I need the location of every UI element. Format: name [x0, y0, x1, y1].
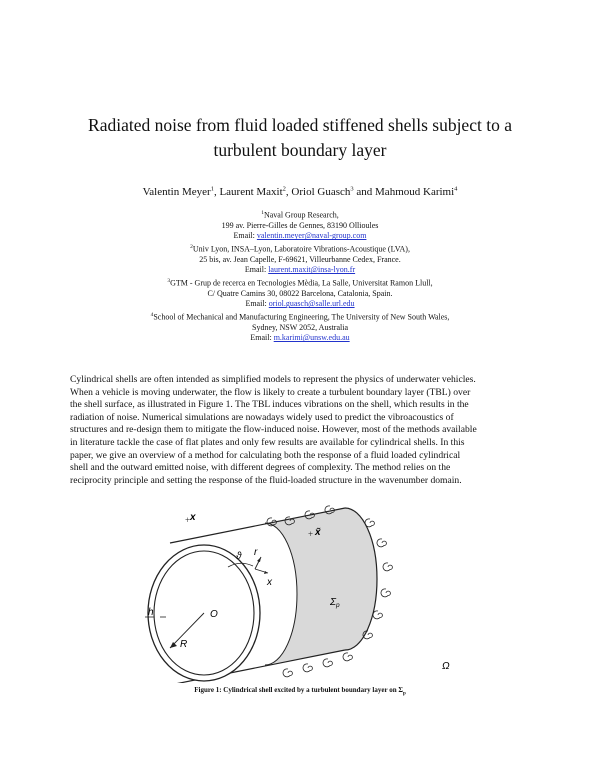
cylinder-figure [130, 505, 470, 683]
surface-label: $\Sigma_p$ [330, 597, 340, 609]
abstract-line: structures and re-design them to mitigate the flow-induced noise. However, most of the methods available [70, 424, 477, 436]
author: Mahmoud Karimi$^4$ [375, 185, 458, 198]
fluid-domain-label: Ω [442, 661, 450, 672]
email-link[interactable]: m.karimi@unsw.edu.au [273, 333, 350, 343]
figure-caption: Figure 1: Cylindrical shell excited by a turbulent boundary layer on $\Sigma_p$ [194, 686, 406, 697]
affiliation-list [60, 208, 540, 344]
affiliation: $^4$School of Mechanical and Manufacturing Engineering, The University of New South Wales, Sydney, NSW 2052, Australia Email: m.karimi@unsw.edu.au [150, 311, 450, 343]
observation-point-label: x [190, 512, 196, 523]
email-link[interactable]: laurent.maxit@insa-lyon.fr [268, 265, 356, 275]
abstract-line: shell and the outward emitted noise, with different degrees of complexity. The method relies on the [70, 462, 451, 474]
author: Oriol Guasch$^3$ and [291, 185, 376, 198]
x-axis-label: x [267, 577, 272, 588]
r-label: r [254, 547, 258, 558]
abstract-line: paper, we give an overview of a method for calculating both the response of a fluid loaded cylindrical [70, 449, 461, 461]
affiliation: $^1$Naval Group Research, 199 av. Pierre-Gilles de Gennes, 83190 Ollioules Email: valentin.meyer@naval-group.com [221, 210, 379, 241]
title-line-1: Radiated noise from fluid loaded stiffened shells subject to a [88, 115, 512, 135]
abstract-line: in literature tackle the case of flat plates and only few results are available for cylindrical shells. In this [70, 436, 465, 448]
abstract-line: the shell surface, as illustrated in Figure 1. The TBL induces vibrations on the shell, which results in the [70, 399, 469, 411]
theta-label: ϑ [236, 551, 242, 562]
center-label: O [210, 609, 218, 620]
affiliation: $^2$Univ Lyon, INSA–Lyon, Laboratoire Vibrations-Acoustique (LVA), 25 bis, av. Jean Capelle, F-69621, Villeurbanne Cedex, France. Email: laurent.maxit@insa-lyon.fr [190, 243, 410, 275]
radius-label: R [180, 639, 188, 650]
source-point-marker: + [308, 529, 314, 539]
author-list [40, 182, 560, 199]
affiliation: $^3$GTM - Grup de recerca en Tecnologies Mèdia, La Salle, Universitat Ramon Llull, C/ Quatre Camins 30, 08022 Barcelona, Catalonia, Spain. Email: oriol.guasch@salle.url.edu [167, 277, 433, 309]
author: Valentin Meyer$^1$, [142, 185, 220, 198]
abstract-line: radiation of noise. Numerical simulations are nowadays widely used to predict the vibroacoustics of [70, 411, 454, 423]
observation-point-marker: + [185, 515, 191, 525]
email-link[interactable]: oriol.guasch@salle.url.edu [268, 299, 355, 309]
abstract-line: reciprocity principle and setting the response of the fluid-loaded structure in the wavenumber domain. [70, 474, 462, 486]
paper-title [60, 113, 540, 163]
source-point-label: x̃ [315, 527, 321, 538]
title-line-2: turbulent boundary layer [213, 140, 387, 160]
author: Laurent Maxit$^2$, [219, 185, 292, 198]
abstract-line: Cylindrical shells are often intended as simplified models to represent the physics of underwater vehicles. [70, 374, 476, 385]
abstract-line: When a vehicle is moving underwater, the flow is likely to create a turbulent boundary layer (TBL) over [70, 386, 471, 398]
thickness-label: h [148, 607, 154, 618]
email-link[interactable]: valentin.meyer@naval-group.com [256, 231, 367, 241]
abstract-paragraph [70, 374, 530, 487]
